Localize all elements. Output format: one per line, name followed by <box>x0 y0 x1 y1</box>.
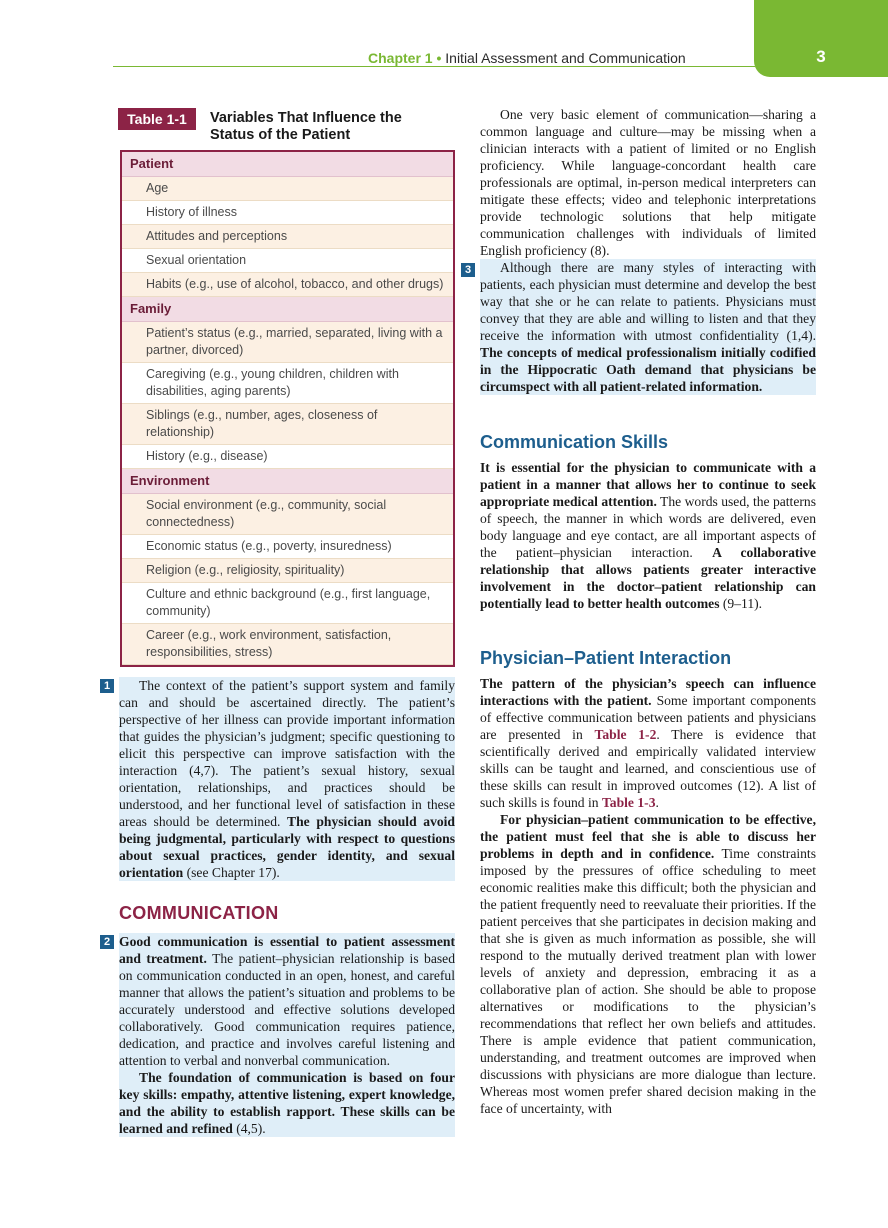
right-paragraph-3 <box>480 459 816 612</box>
table-row: Caregiving (e.g., young children, children with disabilities, aging parents) <box>122 363 453 404</box>
paragraph-tail: (9–11). <box>722 596 763 611</box>
table-category-environment: Environment <box>122 469 453 494</box>
header-rule <box>113 66 755 67</box>
table-row: History (e.g., disease) <box>122 445 453 469</box>
section-heading-communication: COMMUNICATION <box>119 903 279 923</box>
table-row: Attitudes and perceptions <box>122 225 453 249</box>
key-point-marker-1: 1 <box>100 679 114 693</box>
paragraph-bold: The physician should avoid being judgmental, particularly with respect to questions about sexual practices, gender identity, and sexual orientation <box>119 814 455 880</box>
table-1-1 <box>120 150 455 667</box>
key-point-marker-3: 3 <box>461 263 475 277</box>
table-title: Variables That Influence the Status of the Patient <box>210 110 402 143</box>
table-row: Sexual orientation <box>122 249 453 273</box>
table-row: Siblings (e.g., number, ages, closeness of relationship) <box>122 404 453 445</box>
table-row: Patient’s status (e.g., married, separated, living with a partner, divorced) <box>122 322 453 363</box>
table-row: Social environment (e.g., community, social connectedness) <box>122 494 453 535</box>
table-row: History of illness <box>122 201 453 225</box>
table-category-patient: Patient <box>122 152 453 177</box>
paragraph-bold: The concepts of medical professionalism initially codified in the Hippocratic Oath demand that physicians be circumspect with all patient-related information. <box>480 345 816 394</box>
table-label: Table 1-1 <box>118 108 196 130</box>
table-category-family: Family <box>122 297 453 322</box>
right-column-top <box>480 106 816 395</box>
table-row: Culture and ethnic background (e.g., first language, community) <box>122 583 453 624</box>
table-row: Economic status (e.g., poverty, insuredness) <box>122 535 453 559</box>
paragraph-text: . <box>655 795 659 810</box>
table-row: Age <box>122 177 453 201</box>
paragraph-tail: (4,5). <box>236 1121 266 1136</box>
right-paragraph-2 <box>480 259 816 395</box>
paragraph-text: The context of the patient’s support system and family can and should be ascertained directly. The patient’s perspective of her illness can provide important information that guides the physician’s judgment; specific questioning to elicit this perspective can improve satisfaction with the interaction (4,7). The patient’s sexual history, sexual orientation, relationships, and practices should be understood, and her functional level of satisfaction in these areas should be determined. <box>119 678 455 829</box>
page-number: 3 <box>816 47 826 66</box>
running-header <box>368 49 686 67</box>
paragraph-text: Some important components of effective communication between patients and physicians are presented in <box>480 693 817 742</box>
paragraph-bold: Good communication is essential to patient assessment and treatment. <box>119 934 455 966</box>
paragraph-bold: A collaborative relationship that allows patients greater interactive involvement in the doctor–patient relationship can potentially lead to better health outcomes <box>480 545 816 611</box>
paragraph-bold: For physician–patient communication to be effective, the patient must feel that she is able to discuss her problems in depth and in confidence. <box>480 812 816 861</box>
right-paragraph-4 <box>480 675 816 1117</box>
paragraph-text: . There is evidence that scientifically derived and empirically validated interview skills can be taught and learned, and conscientious use of these skills can result in improved outcomes (12). A list of such skills is found in <box>480 727 816 810</box>
paragraph-bold: It is essential for the physician to communicate with a patient in a manner that allows her to continue to seek appropriate medical attention. <box>480 460 816 509</box>
table-reference-link[interactable]: Table 1-3 <box>601 795 656 810</box>
key-point-marker-2: 2 <box>100 935 114 949</box>
right-paragraph-1: One very basic element of communication—sharing a common language and culture—may be missing when a clinician interacts with a patient of limited or no English proficiency. While language-concordant health care professionals are optimal, in-person medical interpreters can mitigate these effects; video and telephonic interpretations provide technologic solutions that help mitigate communication challenges with individuals of limited English proficiency (8). <box>480 107 816 258</box>
paragraph-text: Although there are many styles of interacting with patients, each physician must determine and develop the best way that she or he can relate to patients. Physicians must convey that they are able and willing to listen and that they receive the information with utmost confidentiality (1,4). <box>480 260 816 343</box>
table-row: Career (e.g., work environment, satisfaction, responsibilities, stress) <box>122 624 453 665</box>
table-reference-link[interactable]: Table 1-2 <box>594 727 657 742</box>
header-bullet: • <box>436 50 442 66</box>
paragraph-text: The words used, the patterns of speech, the manner in which words are delivered, even body language and eye contact, are all important aspects of the patient–physician interaction. <box>480 494 816 560</box>
table-row: Habits (e.g., use of alcohol, tobacco, and other drugs) <box>122 273 453 297</box>
left-paragraph-1 <box>119 677 455 881</box>
paragraph-bold: The foundation of communication is based on four key skills: empathy, attentive listening, expert knowledge, and the ability to establish rapport. These skills can be learned and refined <box>119 1070 455 1136</box>
section-heading-physician-patient-interaction: Physician–Patient Interaction <box>480 648 732 668</box>
section-heading-communication-skills: Communication Skills <box>480 432 669 452</box>
chapter-label: Chapter 1 <box>368 50 433 66</box>
table-row: Religion (e.g., religiosity, spirituality) <box>122 559 453 583</box>
chapter-title: Initial Assessment and Communication <box>445 50 686 66</box>
paragraph-tail: (see Chapter 17). <box>186 865 280 880</box>
paragraph-text: Time constraints imposed by the pressures of office scheduling to meet economic realities make this difficult; both the physician and the patient frequently need to reevaluate their priorities. If the patient perceives that she participates in decision making and that she is given as much information as possible, she will respond to the mutually derived treatment plan with lower levels of anxiety and depression, embracing it as a collaborative plan of action. She should be able to propose alternatives or modifications to the physician’s recommendations that reflect her own beliefs and attitudes. There is ample evidence that patient communication, understanding, and treatment outcomes are improved when discussions with physicians are more dialogue than lecture. Whereas most women prefer shared decision making in the face of uncertainty, with <box>480 846 816 1116</box>
left-paragraph-2 <box>119 933 455 1137</box>
paragraph-bold: The pattern of the physician’s speech can influence interactions with the patient. <box>480 676 816 708</box>
paragraph-text: The patient–physician relationship is based on communication conducted in an open, honest, and careful manner that allows the patient’s situation and problems to be accurately understood and effective solutions developed collaboratively. Good communication requires patience, dedication, and practice and involves careful listening and attention to verbal and nonverbal communication. <box>119 951 455 1068</box>
